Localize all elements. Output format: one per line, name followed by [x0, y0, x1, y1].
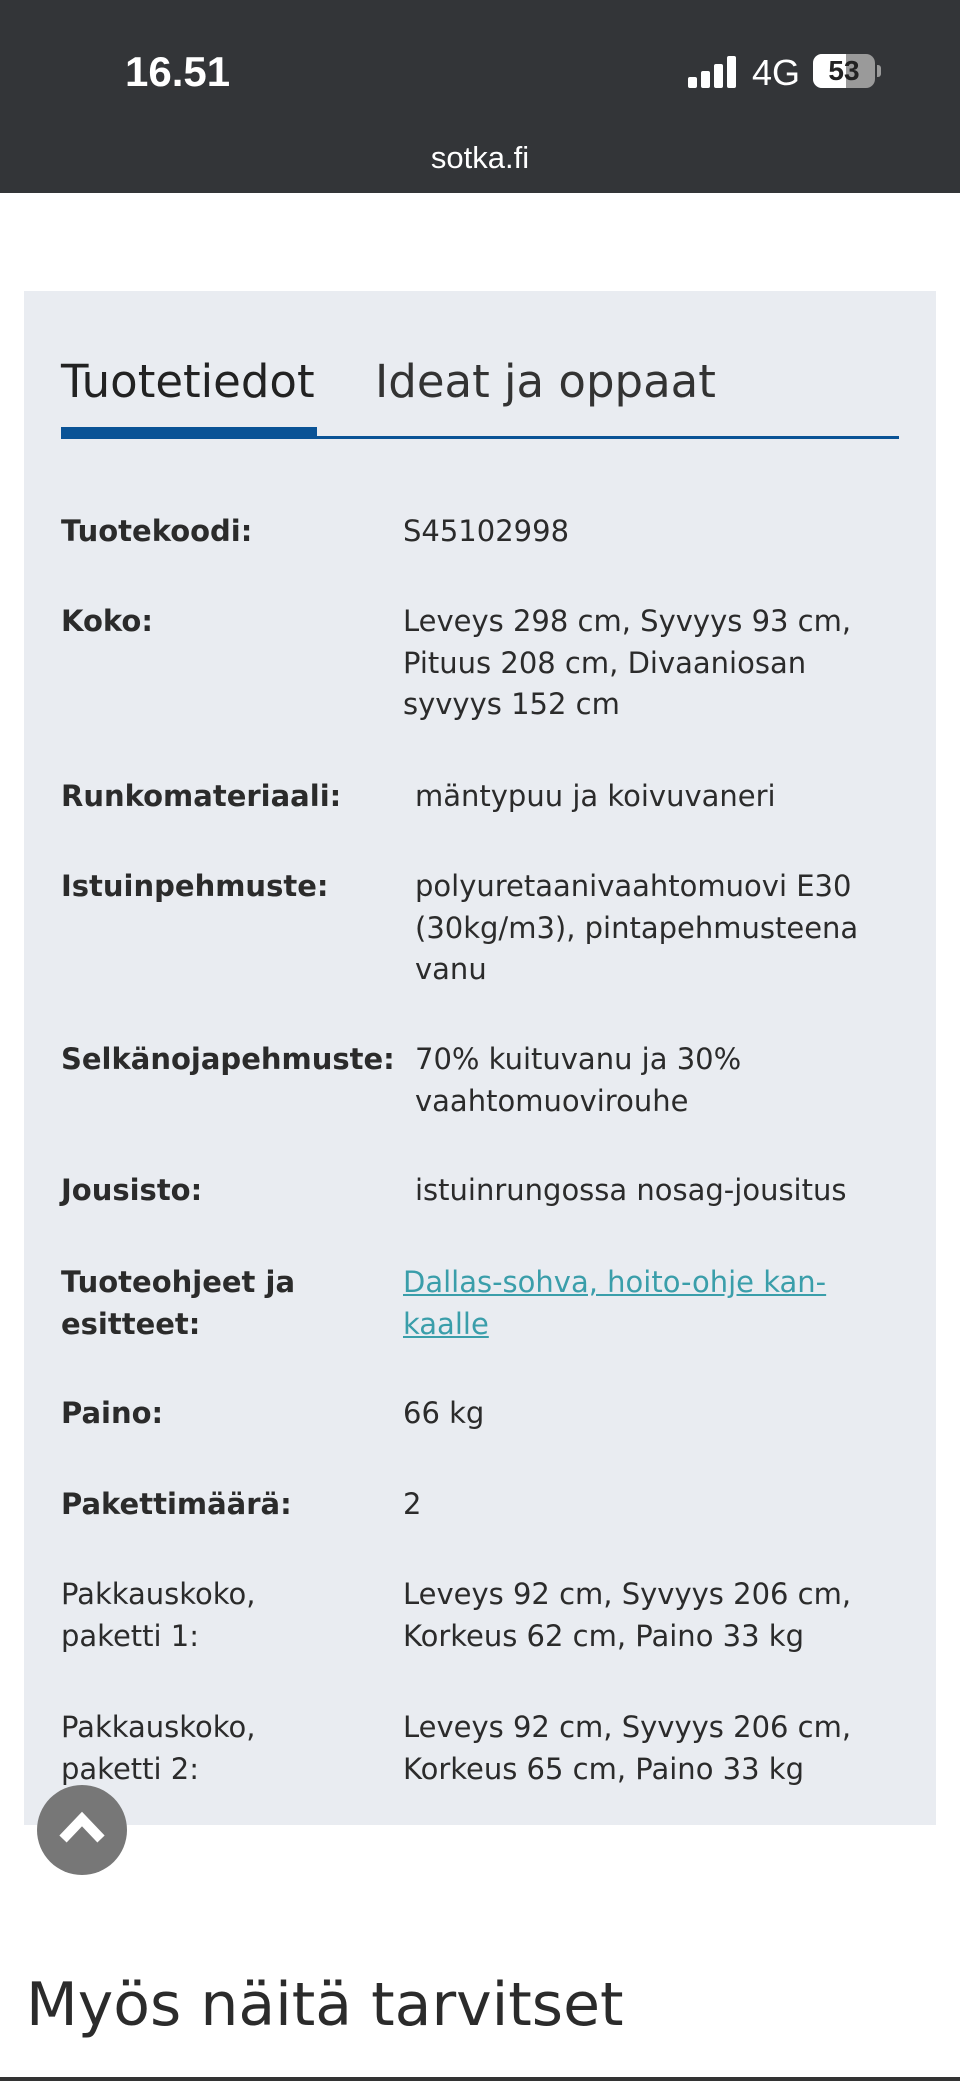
line: Pituus 208 cm, Divaaniosan [403, 645, 807, 680]
line: Korkeus 62 cm, Paino 33 kg [403, 1618, 804, 1653]
line: paketti 2: [61, 1751, 200, 1786]
spec-value [403, 1574, 851, 1657]
line: esitteet: [61, 1306, 201, 1341]
spec-label: Istuinpehmuste: [61, 869, 329, 903]
spec-label [61, 1707, 256, 1790]
spec-value: mäntypuu ja koivuvaneri [415, 779, 776, 813]
chevron-up-icon [57, 1807, 107, 1847]
scroll-to-top-button[interactable] [37, 1785, 127, 1875]
spec-label: Koko: [61, 604, 153, 638]
tab-tuotetiedot[interactable]: Tuotetiedot [61, 355, 315, 408]
spec-value: 2 [403, 1487, 422, 1521]
divider [0, 2077, 960, 2081]
battery-level: 53 [828, 55, 860, 86]
spec-label: Paino: [61, 1396, 164, 1430]
line: syvyys 152 cm [403, 687, 620, 721]
spec-label: Pakettimäärä: [61, 1487, 292, 1521]
spec-value: 66 kg [403, 1396, 485, 1430]
line: vaahtomuovirouhe [415, 1083, 689, 1118]
spec-label [61, 1574, 256, 1657]
status-bar [0, 0, 960, 193]
battery-nub [877, 65, 881, 77]
care-instructions-link[interactable] [403, 1262, 826, 1345]
line: (30kg/m3), pintapehmusteena [415, 910, 859, 945]
line: Tuoteohjeet ja [61, 1265, 296, 1299]
line: vanu [415, 952, 487, 986]
tab-ideat-ja-oppaat[interactable]: Ideat ja oppaat [375, 355, 716, 408]
spec-value: S45102998 [403, 514, 570, 548]
spec-value: istuinrungossa nosag-jousitus [415, 1173, 847, 1207]
line: Leveys 298 cm, Syvyys 93 cm, [403, 604, 852, 638]
spec-value [403, 601, 851, 726]
url-bar[interactable]: sotka.fi [430, 140, 530, 175]
line: polyuretaanivaahtomuovi E30 [415, 869, 852, 903]
section-heading: Myös näitä tarvitset [26, 1970, 624, 2040]
line: Pakkauskoko, [61, 1710, 256, 1744]
spec-label: Jousisto: [61, 1173, 203, 1207]
line: Leveys 92 cm, Syvyys 206 cm, [403, 1577, 852, 1611]
link-line[interactable]: Dallas-sohva, hoito-ohje kan- [403, 1265, 827, 1299]
line: paketti 1: [61, 1618, 200, 1653]
network-type: 4G [752, 52, 801, 93]
spec-label: Runkomateriaali: [61, 779, 342, 813]
signal-icon [688, 56, 738, 88]
line: Leveys 92 cm, Syvyys 206 cm, [403, 1710, 852, 1744]
spec-value [415, 1039, 741, 1122]
link-line[interactable]: kaalle [403, 1306, 489, 1341]
spec-value [415, 866, 858, 991]
clock: 16.51 [125, 48, 231, 95]
spec-label [61, 1262, 295, 1345]
line: Korkeus 65 cm, Paino 33 kg [403, 1751, 804, 1786]
active-tab-indicator [61, 427, 317, 439]
battery-icon [813, 54, 875, 88]
spec-label: Selkänojapehmuste: [61, 1042, 395, 1076]
spec-value [403, 1707, 851, 1790]
line: Pakkauskoko, [61, 1577, 256, 1611]
spec-label: Tuotekoodi: [61, 514, 253, 548]
line: 70% kuituvanu ja 30% [415, 1042, 742, 1076]
